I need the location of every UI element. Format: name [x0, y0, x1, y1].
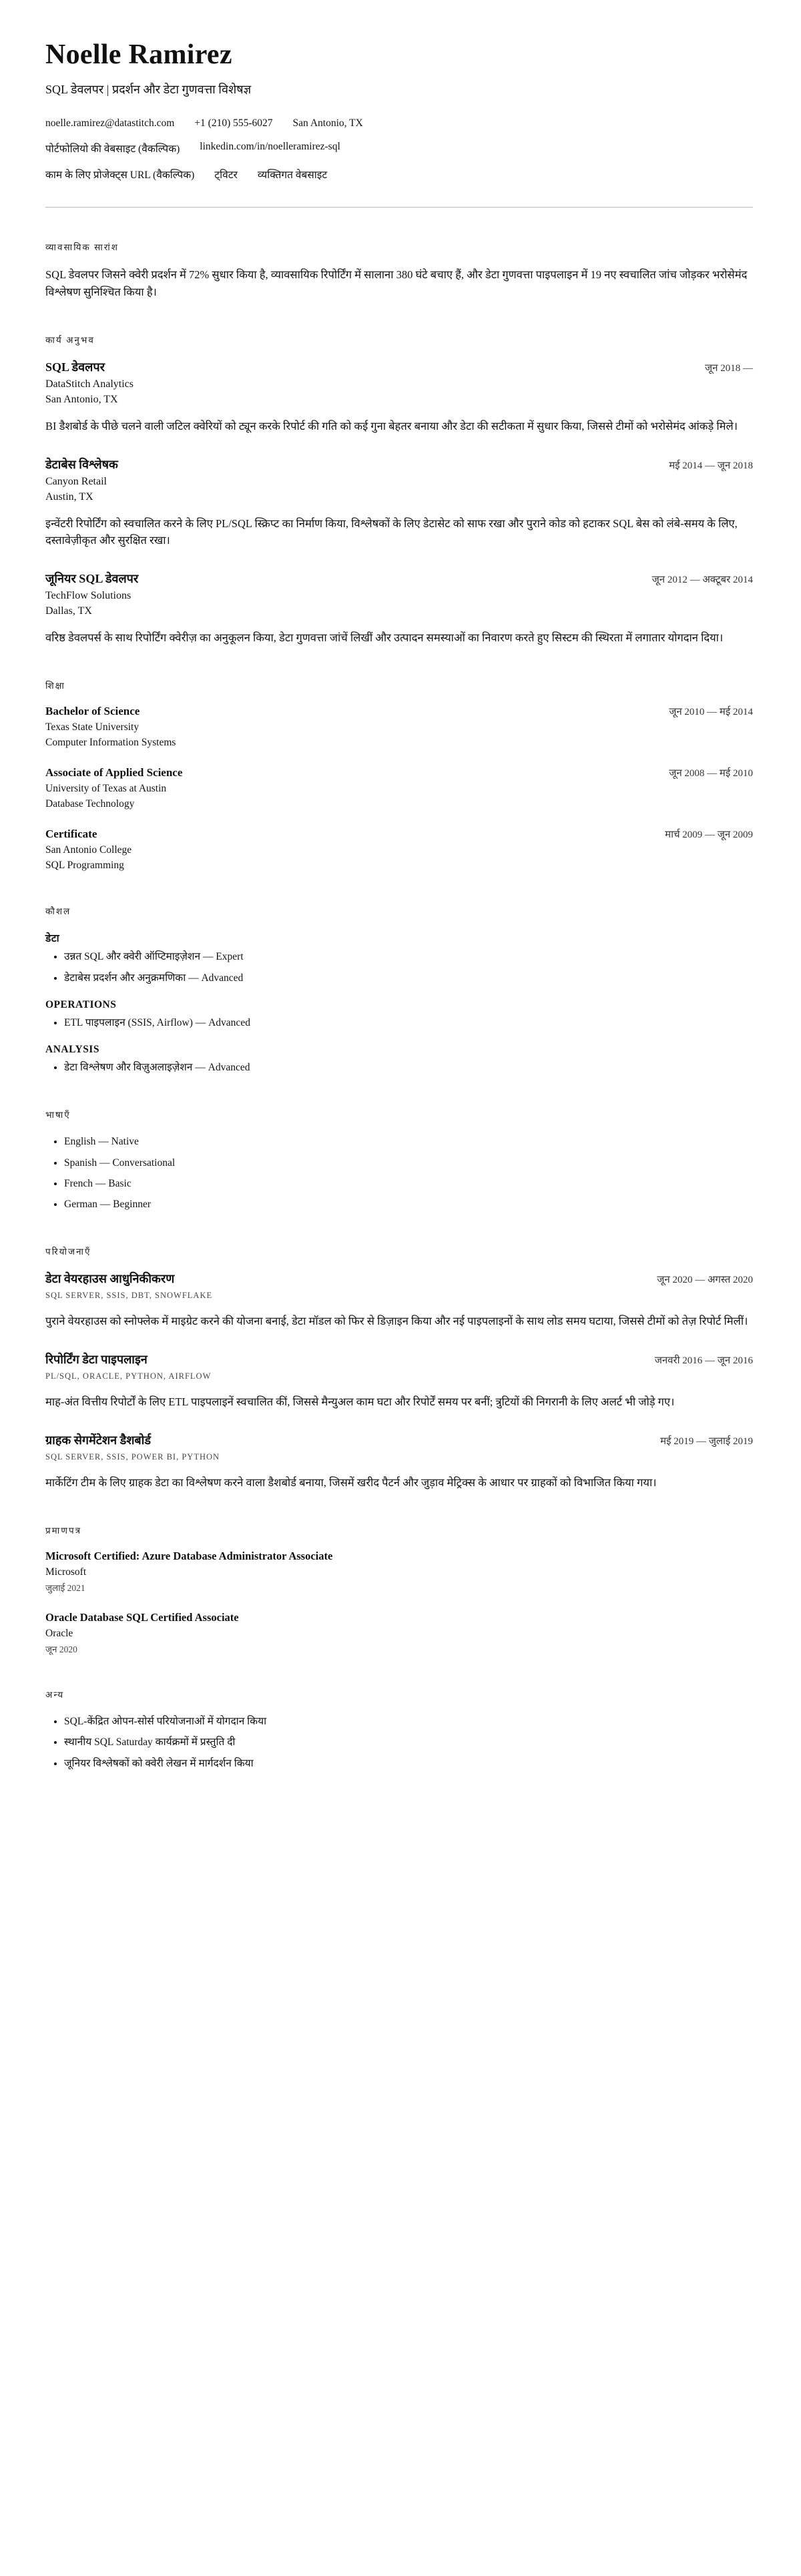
certification-date: जुलाई 2021 — [45, 1583, 85, 1594]
contact-portfolio-label: पोर्टफोलियो की वेबसाइट (वैकल्पिक) — [45, 143, 180, 155]
contact-personal-website-label: व्यक्तिगत वेबसाइट — [257, 170, 328, 181]
job-title: जूनियर SQL डेवलपर — [45, 571, 139, 585]
projects-section — [45, 1245, 753, 1491]
project-entry — [45, 1271, 753, 1330]
education-entry-head — [45, 705, 753, 718]
skill-group — [45, 930, 753, 986]
candidate-name: Noelle Ramirez — [45, 39, 232, 70]
skill-item: • ETL पाइपलाइन (SSIS, Airflow) — Advanced — [64, 1015, 753, 1030]
contact-phone: +1 (210) 555-6027 — [194, 117, 273, 129]
certification-issuer: Microsoft — [45, 1566, 87, 1578]
field-of-study: Computer Information Systems — [45, 737, 176, 749]
skill-list — [45, 1060, 753, 1075]
certification-title: Microsoft Certified: Azure Database Administrator Associate — [45, 1550, 333, 1563]
resume-header — [45, 39, 753, 208]
project-description: पुराने वेयरहाउस को स्नोफ्लेक में माइग्रेट करने की योजना बनाई, डेटा मॉडल को फिर से डिज़ाइन किया और नई पाइपलाइनों के साथ लोड समय घटाया, जिससे टीमों को तेज़ रिपोर्ट मिलीं। — [45, 1315, 748, 1328]
projects-section-heading: परियोजनाएँ — [45, 1247, 91, 1257]
education-entry — [45, 828, 753, 872]
certification-entry — [45, 1611, 753, 1655]
language-item: • French — Basic — [64, 1176, 753, 1191]
project-entry-head — [45, 1432, 753, 1448]
degree-dates: मार्च 2009 — जून 2009 — [665, 830, 753, 841]
other-section-heading: अन्य — [45, 1690, 65, 1700]
skill-group — [45, 1044, 753, 1075]
contact-linkedin[interactable]: linkedin.com/in/noelleramirez-sql — [200, 141, 340, 152]
summary-text: SQL डेवलपर जिसने क्वेरी प्रदर्शन में 72% सुधार किया है, व्यावसायिक रिपोर्टिंग में सालाना 380 घंटे बचाए हैं, और डेटा गुणवत्ता पाइपलाइन में 19 नए स्वचालित जांच जोड़कर भरोसेमंद विश्लेषण सुनिश्चित किया है। — [45, 268, 748, 298]
skill-group-name: डेटा — [45, 933, 60, 945]
project-tech-stack: SQL SERVER, SSIS, POWER BI, PYTHON — [45, 1452, 220, 1462]
experience-section — [45, 334, 753, 646]
job-description: वरिष्ठ डेवलपर्स के साथ रिपोर्टिंग क्वेरीज़ का अनुकूलन किया, डेटा गुणवत्ता जांचें लिखीं और उत्पादन समस्याओं का निवारण करते हुए सिस्टम की स्थिरता में लगातार योगदान दिया। — [45, 631, 724, 644]
project-tech-stack: PL/SQL, ORACLE, PYTHON, AIRFLOW — [45, 1371, 212, 1381]
skill-group — [45, 999, 753, 1030]
contact-row-2 — [45, 141, 753, 155]
school-name: University of Texas at Austin — [45, 783, 167, 795]
project-description: माह-अंत वित्तीय रिपोर्टों के लिए ETL पाइपलाइनें स्वचालित कीं, जिससे मैन्युअल काम घटा और रिपोर्टें समय पर बनीं; त्रुटियों की निगरानी के लिए अलर्ट भी जोड़े गए। — [45, 1395, 675, 1408]
other-list — [45, 1714, 753, 1771]
job-entry-head — [45, 359, 753, 375]
certification-entry — [45, 1550, 753, 1594]
job-dates: जून 2018 — — [705, 363, 753, 374]
skills-section-heading: कौशल — [45, 906, 71, 917]
contact-email[interactable]: noelle.ramirez@datastitch.com — [45, 117, 175, 129]
school-name: San Antonio College — [45, 844, 132, 856]
project-title: डेटा वेयरहाउस आधुनिकीकरण — [45, 1272, 175, 1286]
skill-group-name: OPERATIONS — [45, 998, 117, 1010]
project-title: रिपोर्टिंग डेटा पाइपलाइन — [45, 1352, 148, 1366]
education-entry — [45, 766, 753, 810]
job-description: इन्वेंटरी रिपोर्टिंग को स्वचालित करने के लिए PL/SQL स्क्रिप्ट का निर्माण किया, विश्लेषकों के लिए डेटासेट को साफ रखा और पुराने कोड को हटाकर SQL बेस को लंबे-समय के लिए, दस्तावेज़ीकृत और सुरक्षित रखा। — [45, 517, 738, 547]
project-dates: जनवरी 2016 — जून 2016 — [654, 1355, 753, 1366]
job-entry — [45, 571, 753, 647]
job-company: TechFlow Solutions — [45, 589, 131, 601]
certifications-section-heading: प्रमाणपत्र — [45, 1526, 82, 1536]
candidate-tagline: SQL डेवलपर | प्रदर्शन और डेटा गुणवत्ता विशेषज्ञ — [45, 83, 252, 96]
contact-row-3 — [45, 167, 753, 182]
language-list — [45, 1134, 753, 1212]
job-dates: जून 2012 — अक्टूबर 2014 — [651, 574, 753, 585]
project-tech-stack: SQL SERVER, SSIS, DBT, SNOWFLAKE — [45, 1291, 213, 1301]
job-entry-head — [45, 571, 753, 587]
project-entry-head — [45, 1271, 753, 1287]
education-entry — [45, 705, 753, 749]
education-entry-head — [45, 766, 753, 779]
skill-item: • डेटाबेस प्रदर्शन और अनुक्रमणिका — Advanced — [64, 970, 753, 986]
education-entry-head — [45, 828, 753, 841]
job-location: Austin, TX — [45, 491, 93, 503]
other-item: • SQL-केंद्रित ओपन-सोर्स परियोजनाओं में योगदान किया — [64, 1714, 753, 1729]
field-of-study: SQL Programming — [45, 860, 124, 872]
degree-title: Certificate — [45, 828, 97, 841]
job-title: SQL डेवलपर — [45, 360, 105, 374]
contact-row-1 — [45, 117, 753, 129]
other-section — [45, 1688, 753, 1771]
project-entry — [45, 1351, 753, 1411]
degree-title: Bachelor of Science — [45, 705, 140, 718]
job-description: BI डैशबोर्ड के पीछे चलने वाली जटिल क्वेरियों को ट्यून करके रिपोर्ट की गति को कई गुना बेहतर बनाया और डेटा की सटीकता में सुधार किया, जिससे टीमों को भरोसेमंद आंकड़े मिले। — [45, 420, 738, 433]
other-item: • स्थानीय SQL Saturday कार्यक्रमों में प्रस्तुति दी — [64, 1734, 753, 1750]
job-dates: मई 2014 — जून 2018 — [669, 460, 753, 471]
skill-group-name: ANALYSIS — [45, 1044, 99, 1056]
summary-section-heading: व्यावसायिक सारांश — [45, 242, 119, 252]
field-of-study: Database Technology — [45, 798, 135, 810]
header-divider — [45, 207, 753, 208]
skill-list — [45, 1015, 753, 1030]
language-item: • English — Native — [64, 1134, 753, 1149]
project-title: ग्राहक सेगमेंटेशन डैशबोर्ड — [45, 1433, 152, 1447]
job-title: डेटाबेस विश्लेषक — [45, 457, 118, 471]
job-entry-head — [45, 456, 753, 472]
education-section — [45, 679, 753, 872]
skills-section — [45, 905, 753, 1075]
job-company: Canyon Retail — [45, 475, 107, 487]
school-name: Texas State University — [45, 721, 140, 733]
degree-dates: जून 2008 — मई 2010 — [669, 768, 753, 779]
education-section-heading: शिक्षा — [45, 681, 65, 691]
degree-dates: जून 2010 — मई 2014 — [669, 707, 753, 718]
certification-title: Oracle Database SQL Certified Associate — [45, 1611, 239, 1624]
contact-twitter-label: ट्विटर — [214, 170, 238, 181]
language-item: • Spanish — Conversational — [64, 1155, 753, 1171]
language-item: • German — Beginner — [64, 1197, 753, 1212]
summary-section — [45, 241, 753, 300]
experience-section-heading: कार्य अनुभव — [45, 335, 95, 346]
job-location: San Antonio, TX — [45, 394, 118, 406]
languages-section — [45, 1108, 753, 1212]
certifications-section — [45, 1524, 753, 1655]
degree-title: Associate of Applied Science — [45, 766, 183, 779]
languages-section-heading: भाषाएँ — [45, 1110, 71, 1120]
contact-work-url-label: काम के लिए प्रोजेक्ट्स URL (वैकल्पिक) — [45, 170, 195, 181]
job-location: Dallas, TX — [45, 605, 92, 617]
other-item: • जूनियर विश्लेषकों को क्वेरी लेखन में मार्गदर्शन किया — [64, 1756, 753, 1771]
project-description: मार्केटिंग टीम के लिए ग्राहक डेटा का विश्लेषण करने वाला डैशबोर्ड बनाया, जिसमें खरीद पैटर्न और जुड़ाव मेट्रिक्स के आधार पर ग्राहकों को विभाजित किया गया। — [45, 1476, 657, 1489]
job-company: DataStitch Analytics — [45, 378, 134, 390]
project-entry — [45, 1432, 753, 1492]
certification-date: जून 2020 — [45, 1644, 77, 1655]
skill-item: • उन्नत SQL और क्वेरी ऑप्टिमाइज़ेशन — Expert — [64, 949, 753, 964]
project-dates: मई 2019 — जुलाई 2019 — [660, 1435, 753, 1447]
contact-location: San Antonio, TX — [292, 117, 363, 129]
certification-issuer: Oracle — [45, 1628, 73, 1640]
project-entry-head — [45, 1351, 753, 1367]
job-entry — [45, 456, 753, 549]
job-entry — [45, 359, 753, 435]
project-dates: जून 2020 — अगस्त 2020 — [657, 1275, 753, 1286]
skill-item: • डेटा विश्लेषण और विज़ुअलाइज़ेशन — Advanced — [64, 1060, 753, 1075]
skill-list — [45, 949, 753, 986]
